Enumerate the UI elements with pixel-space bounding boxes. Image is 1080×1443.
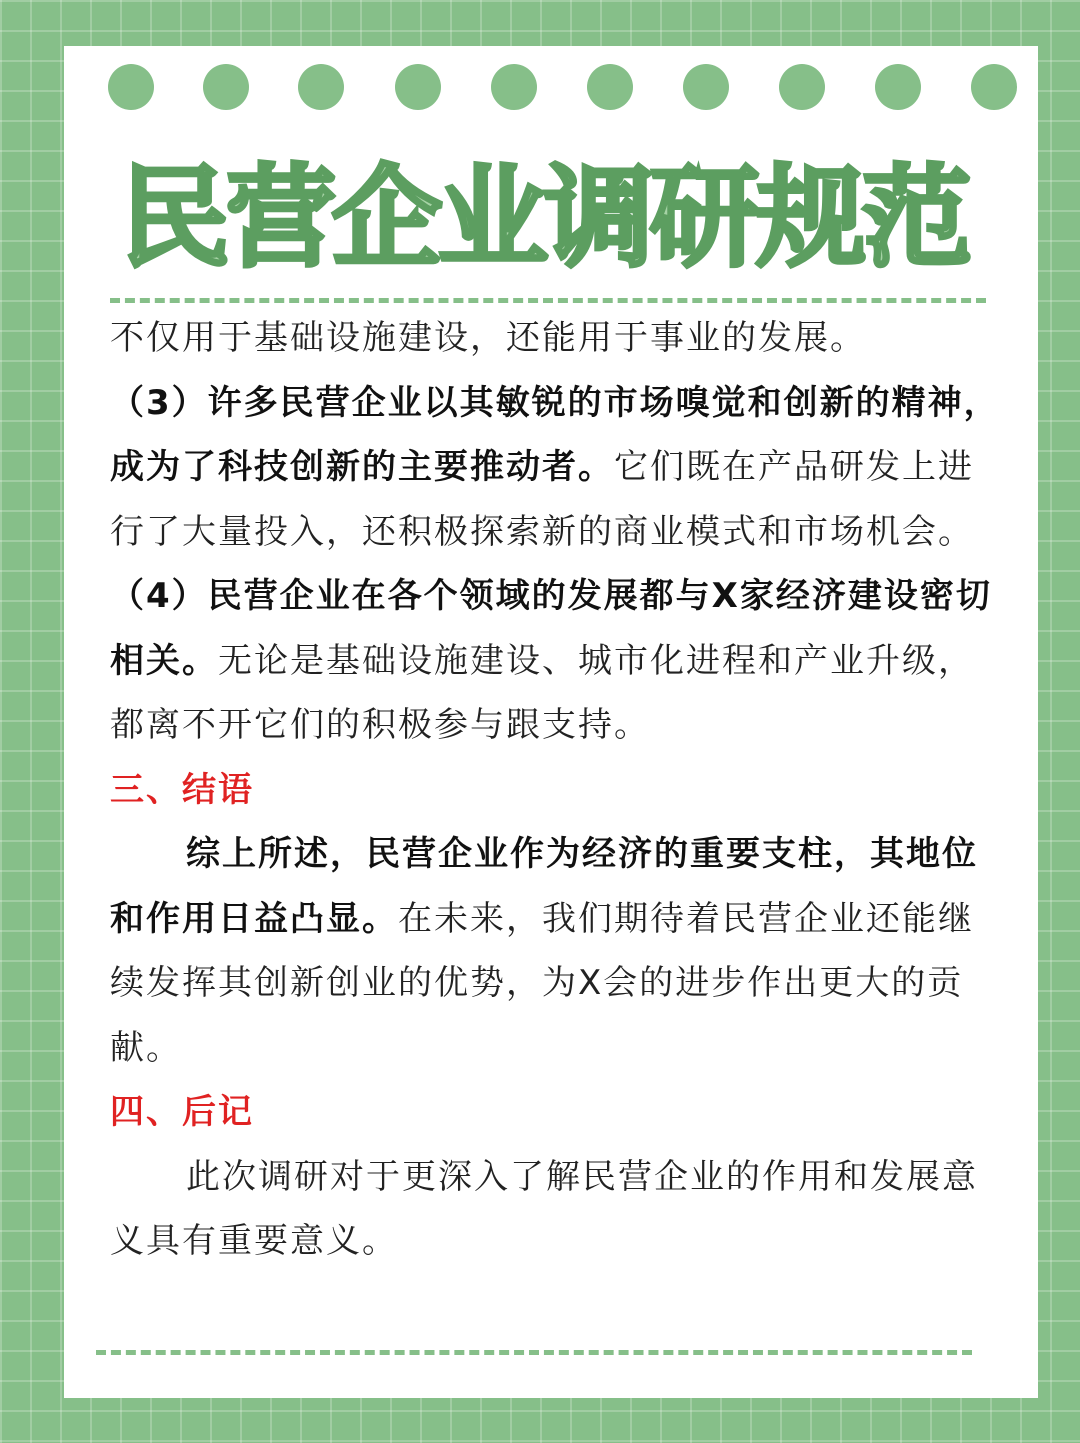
paragraph-3-text: 它们既在产品研发上进行了大量投入，还积极探索新的商业模式和市场机会。 — [110, 447, 974, 552]
paragraph-4-emphasis: （4）民营企业在各个领域的发展都与X家经济建设密切相关。 — [110, 576, 992, 681]
binder-hole — [683, 64, 729, 110]
paragraph-1: 不仅用于基础设施建设，还能用于事业的发展。 — [110, 318, 866, 358]
paragraph-4-text: 无论是基础设施建设、城市化进程和产业升级，都离不开它们的积极参与跟支持。 — [110, 640, 974, 745]
paragraph-4 — [110, 564, 1000, 758]
binder-holes — [108, 64, 1018, 110]
binder-hole — [298, 64, 344, 110]
paragraph-conclusion — [110, 822, 1000, 1080]
divider-top — [110, 298, 986, 303]
binder-hole — [587, 64, 633, 110]
binder-hole — [108, 64, 154, 110]
page-title: 民营企业调研规范 — [120, 154, 968, 282]
binder-hole — [491, 64, 537, 110]
binder-hole — [395, 64, 441, 110]
section-heading-postscript: 四、后记 — [110, 1092, 254, 1132]
binder-hole — [875, 64, 921, 110]
binder-hole — [971, 64, 1017, 110]
article-body — [110, 306, 1000, 1274]
divider-bottom — [96, 1350, 972, 1355]
binder-hole — [779, 64, 825, 110]
paragraph-3 — [110, 371, 1000, 565]
binder-hole — [203, 64, 249, 110]
section-heading-conclusion: 三、结语 — [110, 769, 254, 810]
paragraph-3-emphasis: （3）许多民营企业以其敏锐的市场嗅觉和创新的精神，成为了科技创新的主要推动者。 — [110, 382, 1000, 487]
paragraph-conclusion-emphasis: 综上所述，民营企业作为经济的重要支柱，其地位和作用日益凸显。 — [110, 834, 978, 939]
paragraph-conclusion-text: 在未来，我们期待着民营企业还能继续发挥其创新创业的优势，为X会的进步作出更大的贡献。 — [110, 898, 974, 1068]
paragraph-postscript: 此次调研对于更深入了解民营企业的作用和发展意义具有重要意义。 — [110, 1156, 978, 1261]
